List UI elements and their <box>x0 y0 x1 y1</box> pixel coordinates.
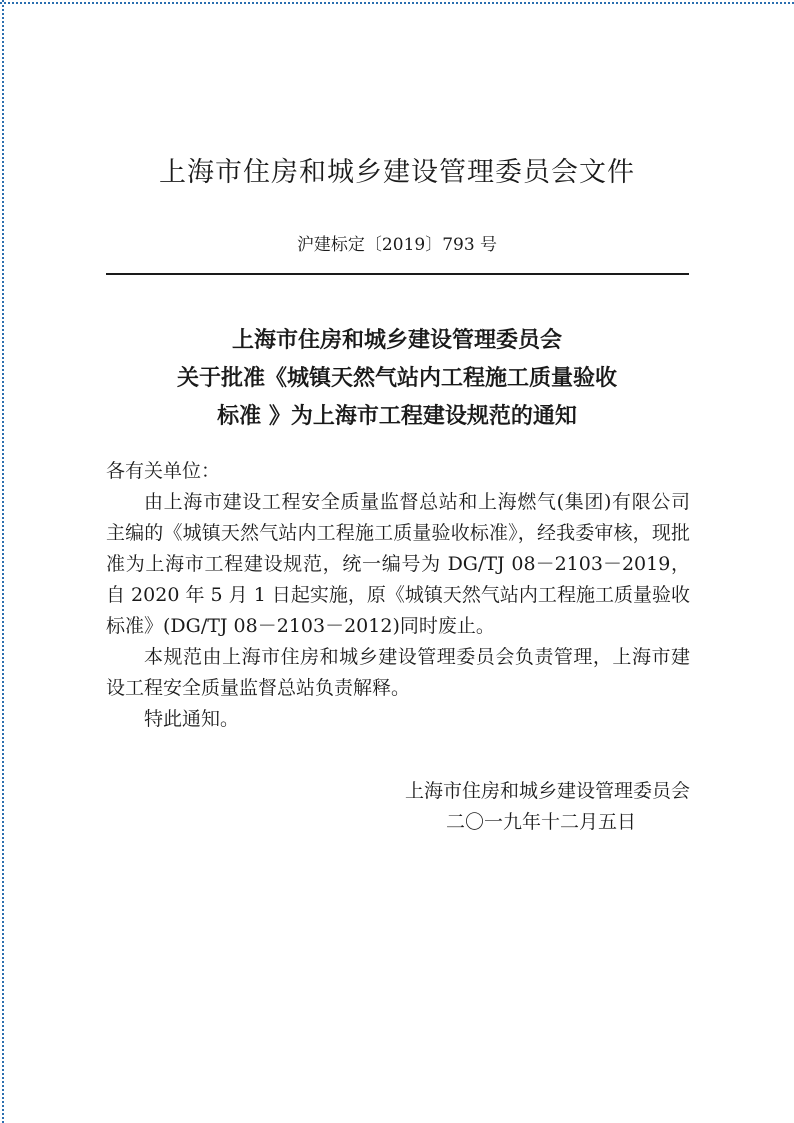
body-paragraph-approval: 由上海市建设工程安全质量监督总站和上海燃气(集团)有限公司主编的《城镇天然气站内工程施工质量验收标准》，经我委审核，现批准为上海市工程建设规范，统一编号为 DG/TJ 08－2103－2019，自 2020 年 5 月 1 日起实施，原《城镇天然气站内工程施工质量验收标准》(DG/TJ 08－2103－2012)同时废止。 <box>106 491 690 637</box>
body-paragraph-management: 本规范由上海市住房和城乡建设管理委员会负责管理，上海市建设工程安全质量监督总站负责解释。 <box>106 646 690 699</box>
notice-title-line-3: 标准 》为上海市工程建设规范的通知 <box>217 404 577 429</box>
notice-title <box>0 322 794 436</box>
salutation: 各有关单位： <box>106 460 221 482</box>
document-number: 沪建标定〔2019〕793 号 <box>296 235 498 255</box>
notice-body <box>106 456 690 735</box>
signature-organization: 上海市住房和城乡建设管理委员会 <box>404 780 690 802</box>
signature-date: 二〇一九年十二月五日 <box>445 811 636 833</box>
document-header-title: 上海市住房和城乡建设管理委员会文件 <box>159 157 635 188</box>
body-paragraph-closing: 特此通知。 <box>144 708 240 730</box>
notice-title-line-1: 上海市住房和城乡建设管理委员会 <box>231 328 562 353</box>
page-border-top <box>0 2 794 4</box>
header-divider <box>106 273 689 275</box>
notice-title-line-2: 关于批准《城镇天然气站内工程施工质量验收 <box>176 366 617 391</box>
